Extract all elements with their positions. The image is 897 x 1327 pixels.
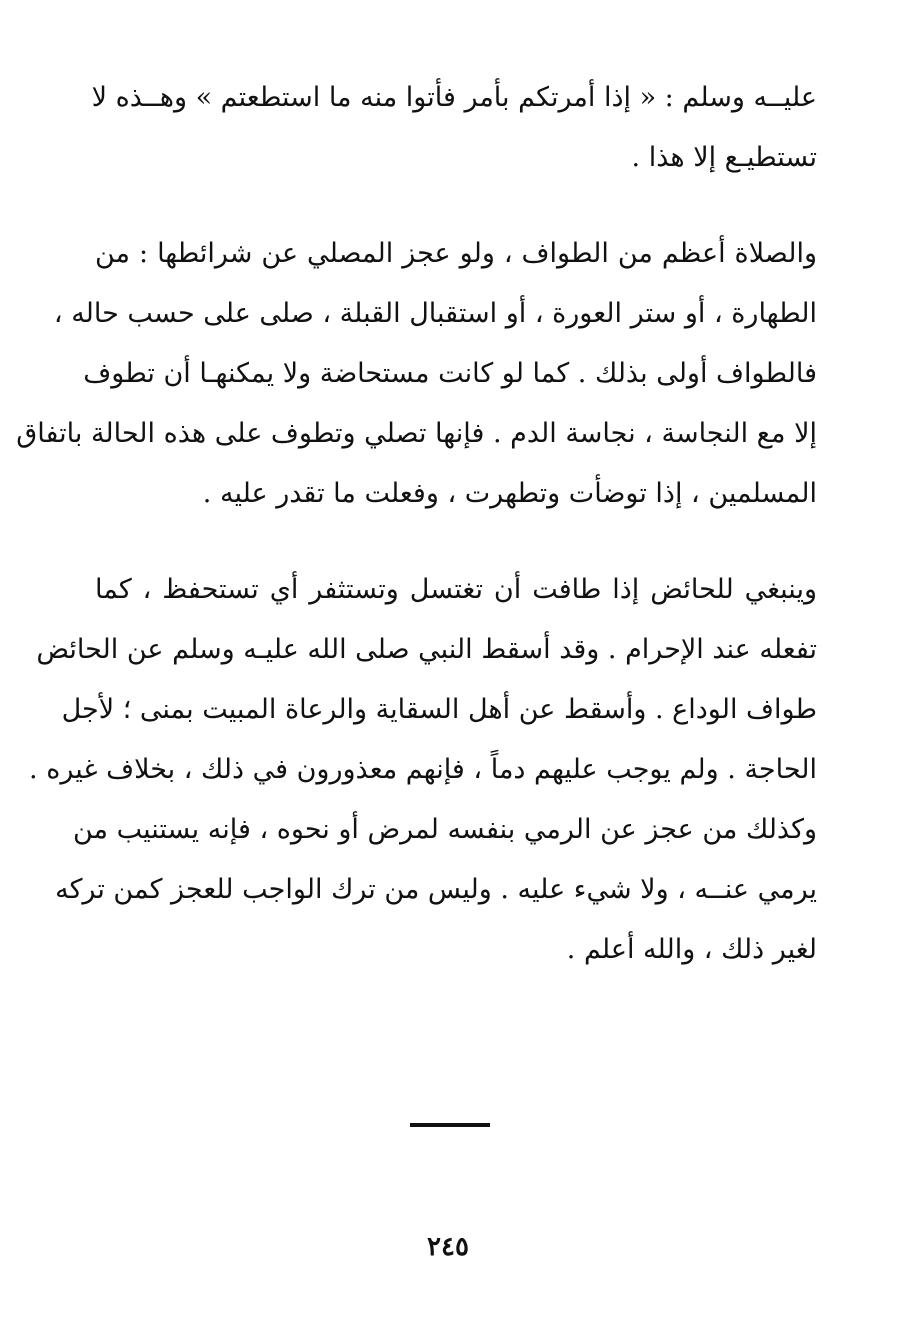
text-line: تستطيـع إلا هذا .	[631, 142, 817, 173]
text-line: يرمي عنــه ، ولا شيء عليه . وليس من ترك الواجب للعجز كمن تركه	[55, 874, 817, 905]
text-line: عليــه وسلم : « إذا أمرتكم بأمر فأتوا منه ما استطعتم » وهــذه لا	[91, 82, 817, 113]
text-line: وكذلك من عجز عن الرمي بنفسه لمرض أو نحوه ، فإنه يستنيب من	[73, 814, 817, 845]
text-line: الحاجة . ولم يوجب عليهم دماً ، فإنهم معذورون في ذلك ، بخلاف غيره .	[29, 754, 817, 785]
text-line: طواف الوداع . وأسقط عن أهل السقاية والرعاة المبيت بمنى ؛ لأجل	[61, 694, 817, 725]
text-line: لغير ذلك ، والله أعلم .	[566, 934, 817, 965]
section-divider	[410, 1123, 490, 1127]
paragraph-2	[16, 224, 817, 524]
text-line: إلا مع النجاسة ، نجاسة الدم . فإنها تصلي وتطوف على هذه الحالة باتفاق	[16, 418, 817, 449]
page-number: ٢٤٥	[427, 1232, 469, 1262]
text-line: المسلمين ، إذا توضأت وتطهرت ، وفعلت ما تقدر عليه .	[202, 478, 817, 509]
text-line: الطهارة ، أو ستر العورة ، أو استقبال القبلة ، صلى على حسب حاله ،	[53, 298, 817, 329]
paragraph-1	[91, 68, 817, 188]
text-line: وينبغي للحائض إذا طافت أن تغتسل وتستثفر أي تستحفظ ، كما	[95, 574, 817, 605]
text-line: والصلاة أعظم من الطواف ، ولو عجز المصلي عن شرائطها : من	[95, 238, 817, 269]
text-line: فالطواف أولى بذلك . كما لو كانت مستحاضة ولا يمكنهـا أن تطوف	[83, 358, 817, 389]
body-text	[16, 68, 817, 980]
paragraph-3	[29, 560, 817, 980]
text-line: تفعله عند الإحرام . وقد أسقط النبي صلى الله عليـه وسلم عن الحائض	[36, 634, 817, 665]
